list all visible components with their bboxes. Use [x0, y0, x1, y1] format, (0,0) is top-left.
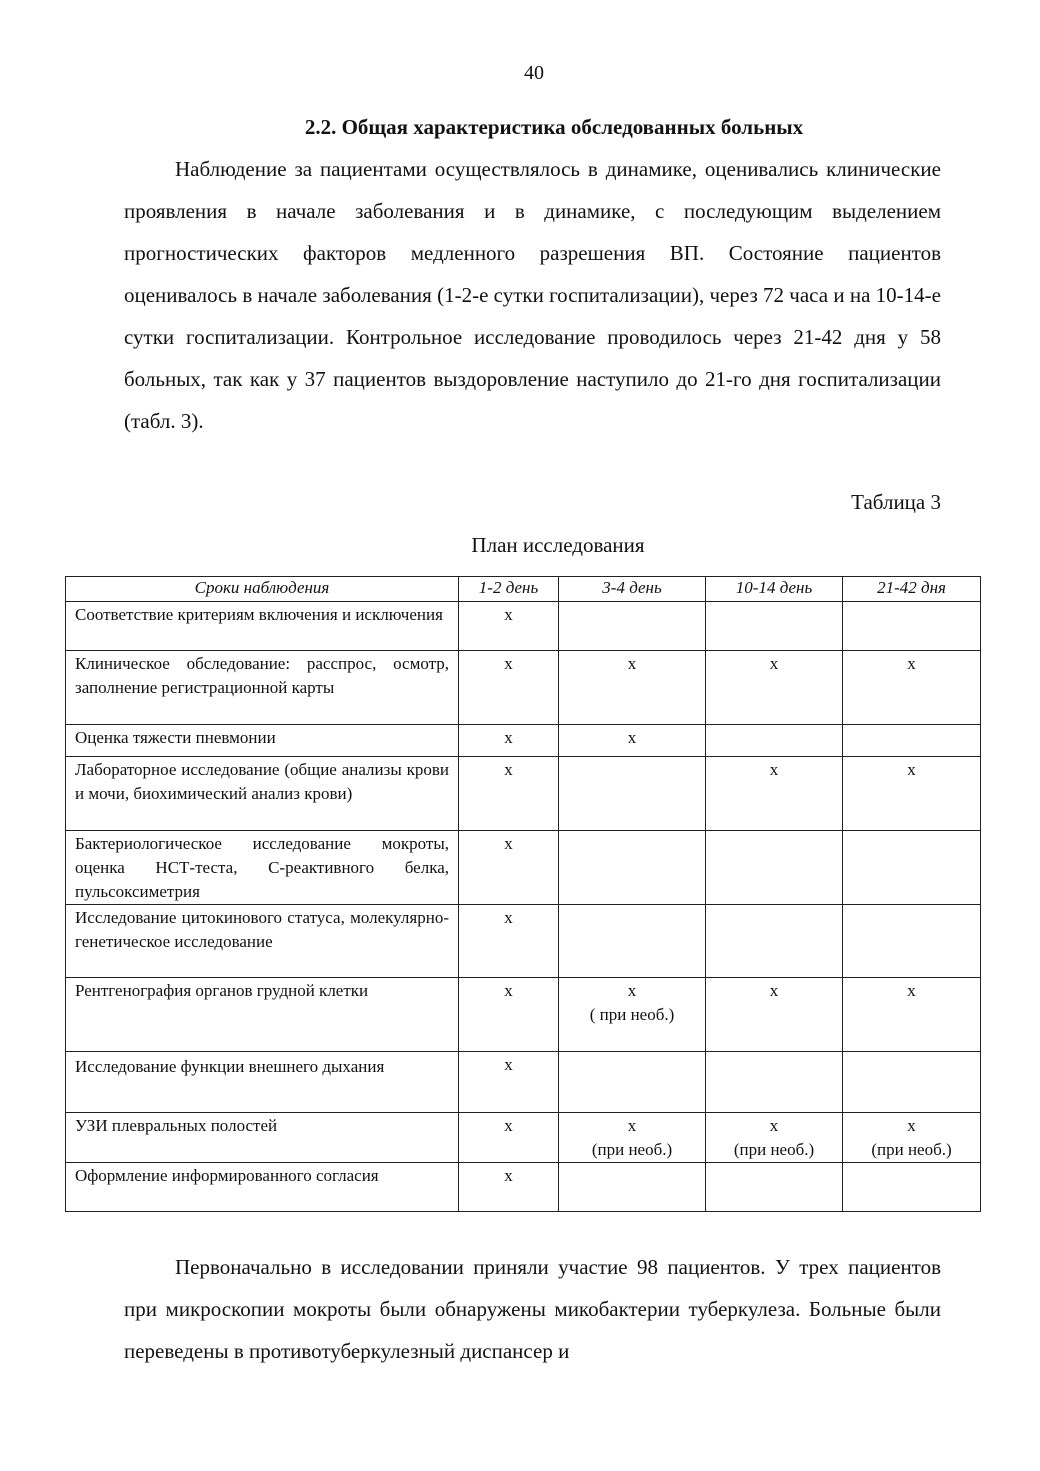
mark-cell: [459, 978, 559, 1052]
table-row: [66, 905, 981, 978]
mark-cell: [843, 831, 981, 905]
row-description: Оформление информированного согласия: [66, 1163, 459, 1212]
header-day-10-14: 10-14 день: [706, 577, 843, 602]
mark-x: х: [907, 1116, 916, 1135]
mark-x: х: [907, 981, 916, 1000]
mark-cell: [706, 1052, 843, 1113]
mark-cell: [843, 725, 981, 757]
header-day-3-4: 3-4 день: [559, 577, 706, 602]
mark-cell: [459, 651, 559, 725]
mark-cell: [559, 1163, 706, 1212]
mark-note: (при необ.): [871, 1140, 952, 1159]
mark-cell: [706, 831, 843, 905]
mark-cell: [706, 725, 843, 757]
mark-x: х: [504, 834, 513, 853]
mark-cell: [559, 1113, 706, 1163]
mark-cell: [459, 602, 559, 651]
table-row: [66, 757, 981, 831]
mark-cell: [459, 1113, 559, 1163]
mark-x: х: [769, 760, 779, 779]
mark-cell: [706, 1113, 843, 1163]
mark-x: х: [769, 1116, 779, 1135]
table-label: Таблица 3: [851, 490, 941, 514]
study-plan-table: [65, 576, 981, 1212]
mark-cell: [559, 831, 706, 905]
row-description: УЗИ плевральных полостей: [66, 1113, 459, 1163]
row-description: Оценка тяжести пневмонии: [66, 725, 459, 757]
mark-cell: [559, 725, 706, 757]
mark-x: х: [504, 981, 513, 1000]
mark-cell: [706, 602, 843, 651]
row-description: Лабораторное исследование (общие анализы крови и мочи, биохимический анализ крови): [66, 757, 459, 831]
mark-x: х: [907, 760, 916, 779]
mark-x: х: [769, 981, 779, 1000]
mark-cell: [559, 757, 706, 831]
table-row: [66, 651, 981, 725]
mark-cell: [843, 1113, 981, 1163]
mark-x: х: [627, 654, 637, 673]
table-header-row: [66, 577, 981, 602]
header-observation-periods: Сроки наблюдения: [66, 577, 459, 602]
mark-x: х: [627, 1116, 637, 1135]
mark-cell: [559, 651, 706, 725]
table-row: [66, 725, 981, 757]
mark-x: х: [627, 728, 637, 747]
mark-cell: [459, 1052, 559, 1113]
mark-x: х: [504, 728, 513, 747]
mark-cell: [706, 905, 843, 978]
mark-note: (при необ.): [591, 1140, 673, 1159]
page-number: 40: [524, 62, 544, 84]
row-description: Соответствие критериям включения и исключения: [66, 602, 459, 651]
mark-cell: [843, 757, 981, 831]
mark-cell: [559, 1052, 706, 1113]
header-day-21-42: 21-42 дня: [843, 577, 981, 602]
mark-x: х: [907, 654, 916, 673]
mark-cell: [843, 978, 981, 1052]
table-row: [66, 1163, 981, 1212]
mark-cell: [459, 831, 559, 905]
mark-cell: [843, 602, 981, 651]
mark-x: х: [627, 981, 637, 1000]
table-row: [66, 978, 981, 1052]
mark-x: х: [504, 1116, 513, 1135]
paragraph-followup: Первоначально в исследовании приняли участие 98 пациентов. У трех пациентов при микроскопии мокроты были обнаружены микобактерии туберкулеза. Больные были переведены в противотуберкулезный диспансер и: [124, 1255, 941, 1363]
mark-x: х: [504, 908, 513, 927]
mark-x: х: [504, 760, 513, 779]
mark-cell: [459, 757, 559, 831]
row-description: Бактериологическое исследование мокроты, оценка НСТ-теста, С-реактивного белка, пульсоксиметрия: [66, 831, 459, 905]
mark-note: (при необ.): [733, 1140, 815, 1159]
mark-cell: [843, 1052, 981, 1113]
header-day-1-2: 1-2 день: [459, 577, 559, 602]
mark-x: х: [504, 605, 513, 624]
mark-cell: [459, 725, 559, 757]
mark-cell: [559, 978, 706, 1052]
mark-cell: [843, 905, 981, 978]
table-row: [66, 1113, 981, 1163]
row-description: Клиническое обследование: расспрос, осмотр, заполнение регистрационной карты: [66, 651, 459, 725]
mark-cell: [706, 651, 843, 725]
mark-x: х: [504, 1166, 513, 1185]
mark-cell: [559, 905, 706, 978]
table-row: [66, 831, 981, 905]
row-description: Исследование цитокинового статуса, молекулярно-генетическое исследование: [66, 905, 459, 978]
row-description: Рентгенография органов грудной клетки: [66, 978, 459, 1052]
mark-cell: [843, 1163, 981, 1212]
section-title: 2.2. Общая характеристика обследованных больных: [304, 115, 804, 139]
mark-cell: [559, 602, 706, 651]
mark-x: х: [504, 1055, 513, 1074]
mark-x: х: [769, 654, 779, 673]
mark-x: х: [504, 654, 513, 673]
table-row: [66, 1052, 981, 1113]
mark-cell: [843, 651, 981, 725]
paragraph-intro: Наблюдение за пациентами осуществлялось в динамике, оценивались клинические проявления в начале заболевания и в динамике, с последующим выделением прогностических факторов медленного разрешения ВП. Состояние пациентов оценивалось в начале заболевания (1-2-е сутки госпитализации), через 72 часа и на 10-14-е сутки госпитализации. Контрольное исследование проводилось через 21-42 дня у 58 больных, так как у 37 пациентов выздоровление наступило до 21-го дня госпитализации (табл. 3).: [124, 157, 941, 433]
table-title: План исследования: [471, 533, 645, 557]
mark-cell: [706, 978, 843, 1052]
table-row: [66, 602, 981, 651]
mark-cell: [459, 905, 559, 978]
mark-cell: [706, 757, 843, 831]
mark-note: ( при необ.): [589, 1005, 675, 1024]
row-description: Исследование функции внешнего дыхания: [66, 1052, 459, 1113]
mark-cell: [706, 1163, 843, 1212]
mark-cell: [459, 1163, 559, 1212]
